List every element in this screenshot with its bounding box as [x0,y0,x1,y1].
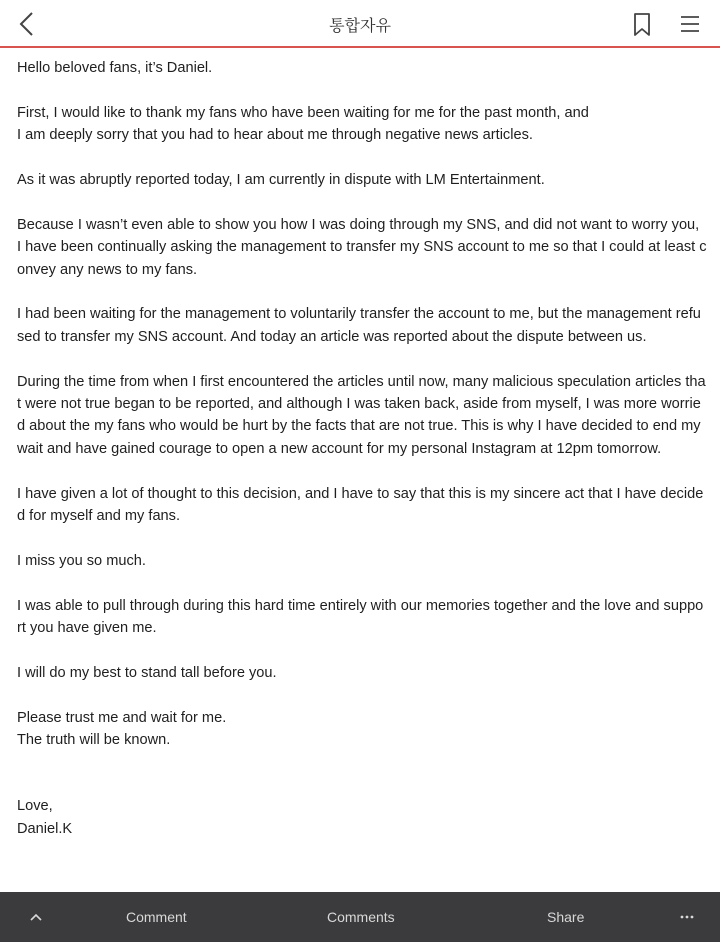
view-comments-button[interactable]: Comments [327,909,395,925]
letter-paragraph: I have given a lot of thought to this decision, and I have to say that this is my sincere act that I have decided for myself and my fans. [17,485,704,525]
letter-paragraph: I was able to pull through during this hard time entirely with our memories together and the love and support you have given me. [17,597,704,637]
more-dots-icon[interactable] [676,892,698,942]
letter-paragraph: I miss you so much. [17,552,146,569]
letter-paragraph: I had been waiting for the management to voluntarily transfer the account to me, but the management refused to transfer my SNS account. And today an article was reported about the dispute between us. [17,306,701,345]
share-button[interactable]: Share [547,909,585,925]
letter-body [17,57,707,840]
letter-paragraph: During the time from when I first encountered the articles until now, many malicious speculation articles that were not true began to be reported, and although I was taken back, aside from myself, I was more worried about the my fans who would be hurt by the facts that are not true. This is why I have decided to end my wait and have gained courage to open a new account for my personal Instagram at 12pm tomorrow. [17,373,706,457]
write-comment-button[interactable]: Comment [126,909,187,925]
letter-paragraph: Please trust me and wait for me. The truth will be known. [17,709,227,749]
letter-paragraph: As it was abruptly reported today, I am currently in dispute with LM Entertainment. [17,172,545,188]
page-title: 통합자유 [329,18,391,35]
chevron-up-icon[interactable] [24,892,48,942]
letter-paragraph: I will do my best to stand tall before you. [17,664,277,681]
letter-signoff: Love, Daniel.K [17,798,73,837]
bottom-toolbar [0,892,720,942]
hamburger-menu-icon[interactable] [676,10,704,38]
letter-paragraph: Because I wasn’t even able to show you how I was doing through my SNS, and did not want to worry you, I have been continually asking the management to transfer my SNS account to me so that I could at least convey any news to my fans. [17,216,707,278]
letter-paragraph: Hello beloved fans, it’s Daniel. [17,60,213,76]
bookmark-icon[interactable] [628,10,656,38]
letter-paragraph: First, I would like to thank my fans who have been waiting for me for the past month, and I am deeply sorry that you had to hear about me through negative news articles. [17,104,589,144]
top-bar [0,0,720,48]
